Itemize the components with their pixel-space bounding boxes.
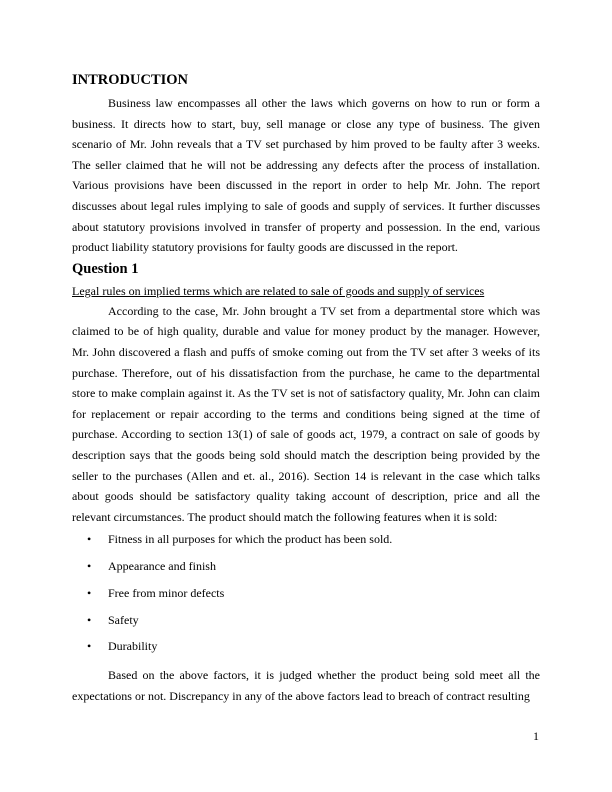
list-item [72, 638, 540, 655]
bullet-icon: • [87, 585, 92, 600]
list-item [72, 585, 540, 602]
list-item-text: Safety [108, 612, 139, 627]
document-page [72, 71, 540, 706]
intro-paragraph: Business law encompasses all other the laws which governs on how to run or form a business. It directs how to start, buy, sell manage or close any type of business. The given scenario of Mr. John reveals that a TV set purchased by him proved to be faulty after 3 weeks. The seller claimed that he will not be addressing any defects after the process of installation. Various provisions have been discussed in the report in order to help Mr. John. The report discusses about legal rules implying to sale of goods and supply of services. It further discusses about statutory provisions involved in transfer of property and possession. In the end, various product liability statutory provisions for faulty goods are discussed in the report. [72, 96, 540, 255]
list-item [72, 612, 540, 629]
question1-heading: Question 1 [72, 260, 139, 277]
intro-heading: INTRODUCTION [72, 72, 189, 88]
bullet-icon: • [87, 612, 92, 627]
question1-paragraph1: According to the case, Mr. John brought a TV set from a departmental store which was claimed to be of high quality, durable and value for money product by the manager. However, Mr. John discovered a flash and puffs of smoke coming out from the TV set after 3 weeks of its purchase. Therefore, out of his dissatisfaction from the purchase, he came to the departmental store to make complain against it. As the TV set is not of satisfactory quality, Mr. John can claim for replacement or repair according to the terms and conditions being signed at the time of purchase. According to section 13(1) of sale of goods act, 1979, a contract on sale of goods by description says that the goods being sold should match the description being provided by the seller to the purchases (Allen and et. al., 2016). Section 14 is relevant in the case which talks about goods should be satisfactory quality taking account of description, price and all the relevant circumstances. The product should match the following features when it is sold: [72, 303, 540, 524]
list-item-text: Free from minor defects [108, 585, 225, 600]
bullet-icon: • [87, 559, 92, 574]
question1-paragraph2: Based on the above factors, it is judged whether the product being sold meet all the expectations or not. Discrepancy in any of the above factors lead to breach of contract resulting [72, 668, 540, 703]
list-item [72, 558, 540, 575]
bullet-icon: • [87, 532, 92, 547]
list-item-text: Fitness in all purposes for which the product has been sold. [108, 532, 393, 547]
list-item-text: Durability [108, 639, 158, 654]
bullet-icon: • [87, 639, 92, 654]
page-number: 1 [533, 729, 539, 743]
list-item-text: Appearance and finish [108, 559, 216, 574]
question1-subheading: Legal rules on implied terms which are related to sale of goods and supply of services [72, 283, 485, 298]
list-item [72, 531, 540, 548]
features-list [72, 531, 540, 655]
